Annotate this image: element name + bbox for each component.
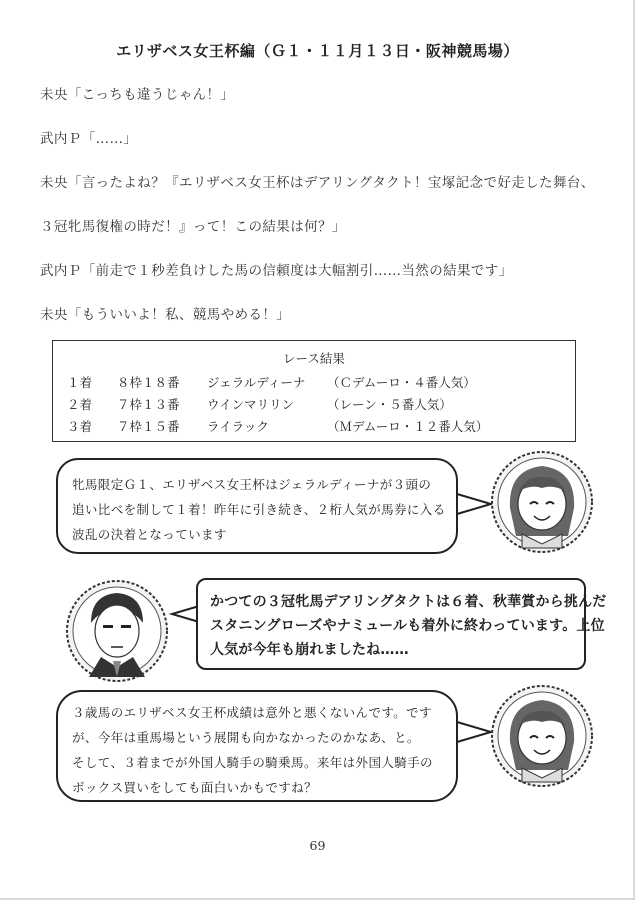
bubble-line: そして、３着までが外国人騎手の騎乗馬。来年は外国人騎手の bbox=[72, 755, 433, 770]
bubble-line: スタニングローズやナミュールも着外に終わっています。上位 bbox=[210, 618, 605, 634]
result-horse: ジェラルディーナ bbox=[207, 375, 306, 390]
speech-bubble bbox=[196, 578, 607, 670]
result-note: （Ｍデムーロ・１２番人気） bbox=[327, 419, 489, 434]
bubble-line: ３歳馬のエリザベス女王杯成績は意外と悪くないんです。です bbox=[72, 705, 432, 720]
result-horse: ライラック bbox=[207, 419, 269, 434]
page-title: エリザベス女王杯編（Ｇ１・１１月１３日・阪神競馬場） bbox=[116, 42, 519, 60]
dialogue-line: ３冠牝馬復権の時だ！』って！この結果は何？」 bbox=[40, 219, 346, 235]
speech-bubble bbox=[56, 690, 458, 802]
dialogue-line: 武内Ｐ「……」 bbox=[40, 131, 138, 147]
dialogue-line: 未央「こっちも違うじゃん！」 bbox=[40, 87, 235, 103]
character-avatar-girl bbox=[488, 682, 596, 790]
dialogue-line: 武内Ｐ「前走で１秒差負けした馬の信頼度は大幅割引……当然の結果です」 bbox=[40, 263, 513, 279]
result-note: （Ｃデムーロ・４番人気） bbox=[327, 375, 476, 390]
bubble-line: 牝馬限定Ｇ１、エリザベス女王杯はジェラルディーナが３頭の bbox=[72, 477, 432, 492]
bubble-line: が、今年は重馬場という展開も向かなかったのかなあ、と。 bbox=[72, 730, 420, 745]
race-results-box bbox=[52, 340, 576, 442]
bubble-line: 波乱の決着となっています bbox=[72, 527, 227, 542]
race-results-title: レース結果 bbox=[283, 351, 345, 366]
bubble-line: かつての３冠牝馬デアリングタクトは６着、秋華賞から挑んだ bbox=[210, 594, 607, 610]
result-note: （レーン・５番人気） bbox=[327, 397, 452, 412]
character-avatar-man bbox=[63, 577, 171, 685]
bubble-line: 人気が今年も崩れましたね…… bbox=[210, 642, 409, 658]
bubble-line: ボックス買いをしても面白いかもですね？ bbox=[72, 780, 317, 795]
character-avatar-girl bbox=[488, 448, 596, 556]
result-place: ３着 bbox=[67, 419, 93, 434]
result-place: ２着 bbox=[67, 397, 93, 412]
result-slot: ７枠１３番 bbox=[117, 397, 180, 412]
result-slot: ８枠１８番 bbox=[117, 375, 180, 390]
page-number: 69 bbox=[309, 838, 326, 853]
result-horse: ウインマリリン bbox=[207, 397, 295, 412]
result-place: １着 bbox=[67, 375, 93, 390]
bubble-line: 追い比べを制して１着！昨年に引き続き、２桁人気が馬券に入る bbox=[72, 502, 446, 517]
speech-bubble bbox=[56, 458, 458, 554]
dialogue-line: 未央「もういいよ！私、競馬やめる！」 bbox=[40, 307, 291, 323]
result-slot: ７枠１５番 bbox=[117, 419, 180, 434]
dialogue-line: 未央「言ったよね？『エリザベス女王杯はデアリングタクト！宝塚記念で好走した舞台、 bbox=[40, 175, 595, 191]
